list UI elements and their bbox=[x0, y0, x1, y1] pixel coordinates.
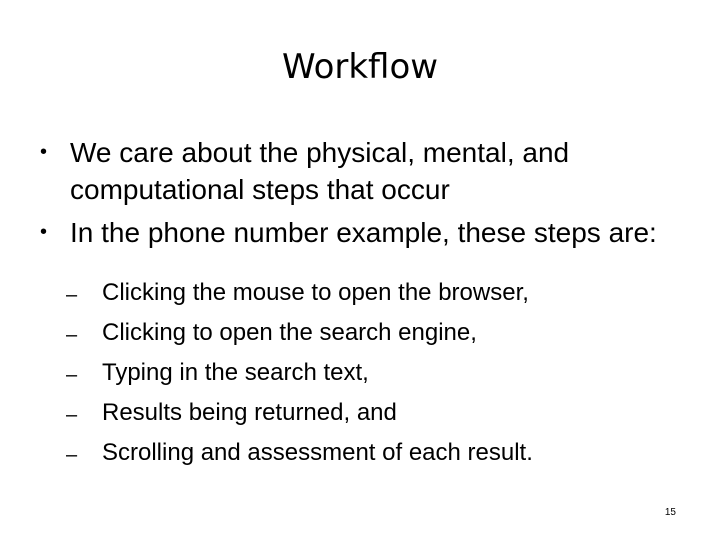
sub-bullet-item bbox=[66, 273, 696, 313]
slide-body bbox=[36, 134, 696, 473]
bullet-marker: • bbox=[40, 221, 48, 243]
sub-bullet-list bbox=[66, 273, 696, 473]
sub-bullet-item bbox=[66, 433, 696, 473]
sub-bullet-text: Scrolling and assessment of each result. bbox=[102, 439, 533, 466]
bullet-item bbox=[36, 134, 696, 208]
sub-bullet-text: Results being returned, and bbox=[102, 399, 397, 426]
bullet-item bbox=[36, 214, 696, 251]
bullet-text: We care about the physical, mental, and computational steps that occur bbox=[70, 137, 570, 205]
sub-bullet-text: Clicking to open the search engine, bbox=[102, 319, 477, 346]
sub-bullet-text: Typing in the search text, bbox=[102, 359, 369, 386]
bullet-text: In the phone number example, these steps are: bbox=[70, 217, 657, 248]
page-number: 15 bbox=[664, 507, 676, 518]
slide-title: Workflow bbox=[281, 47, 439, 87]
sub-bullet-text: Clicking the mouse to open the browser, bbox=[102, 279, 529, 306]
sub-bullet-item bbox=[66, 313, 696, 353]
dash-marker: – bbox=[66, 284, 78, 306]
bullet-marker: • bbox=[40, 141, 48, 163]
dash-marker: – bbox=[66, 364, 78, 386]
dash-marker: – bbox=[66, 324, 78, 346]
dash-marker: – bbox=[66, 404, 78, 426]
sub-bullet-item bbox=[66, 393, 696, 433]
dash-marker: – bbox=[66, 444, 78, 466]
sub-bullet-item bbox=[66, 353, 696, 393]
